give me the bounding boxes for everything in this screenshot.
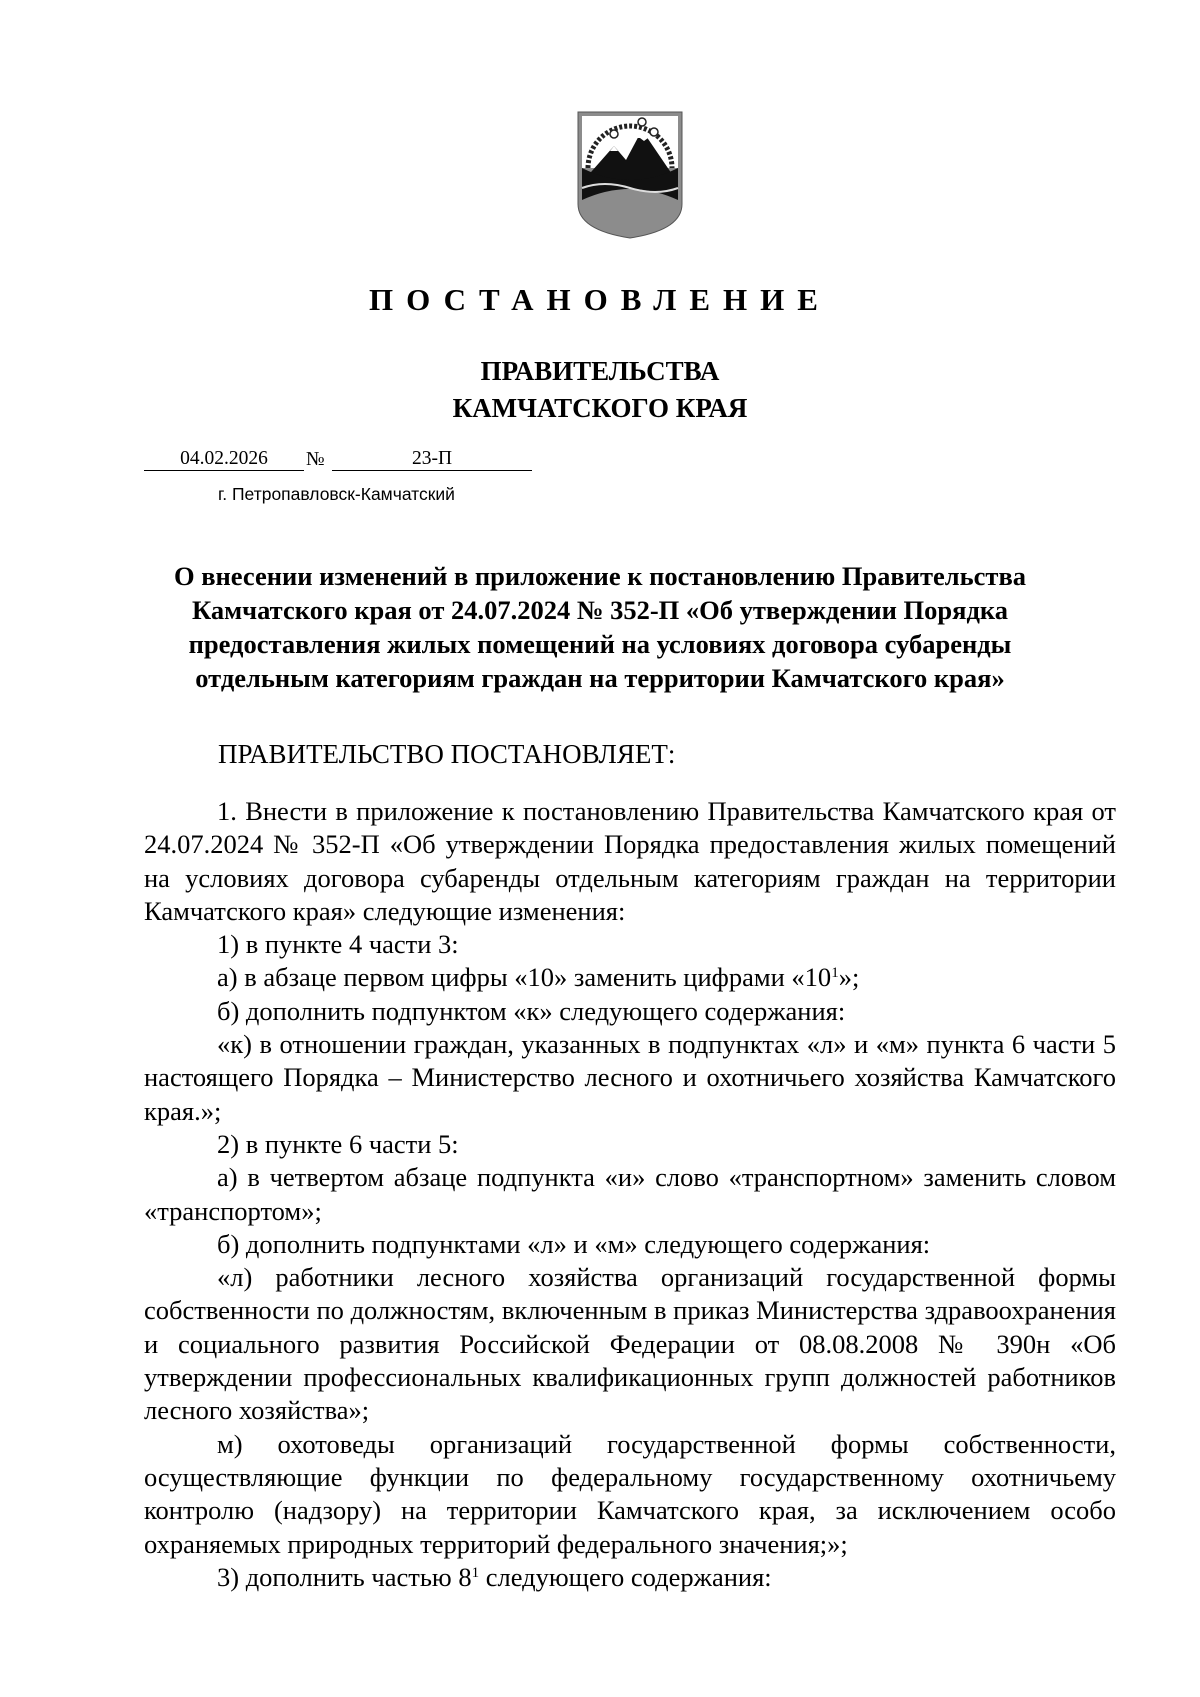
body-paragraph-1: 1. Внести в приложение к постановлению Правительства Камчатского края от 24.07.2024 № 352-П «Об утверждении Порядка предоставления жилых помещений на условиях договора субаренды отдельным категориям граждан на территории Камчатского края» следующие изменения: (144, 796, 1116, 926)
decree-line: ПРАВИТЕЛЬСТВО ПОСТАНОВЛЯЕТ: (218, 739, 676, 769)
paragraph-11-text: 3) дополнить частью 8 (217, 1561, 472, 1592)
authority-line-2: КАМЧАТСКОГО КРАЯ (452, 393, 748, 423)
number-sign: № (306, 449, 325, 470)
coat-of-arms-emblem (574, 108, 686, 240)
body-paragraph-3 (144, 961, 1116, 994)
body-paragraph-4: б) дополнить подпунктом «к» следующего содержания: (217, 995, 846, 1026)
body-paragraph-2: 1) в пункте 4 части 3: (217, 929, 459, 960)
body-paragraph-8: б) дополнить подпунктами «л» и «м» следующего содержания: (217, 1228, 931, 1259)
issuing-city: г. Петропавловск-Камчатский (218, 484, 455, 504)
paragraph-11-tail: следующего содержания: (479, 1561, 772, 1592)
paragraph-3-text: а) в абзаце первом цифры «10» заменить цифрами «10 (217, 962, 832, 993)
issuing-authority (0, 353, 1200, 427)
document-number: 23-П (332, 448, 532, 471)
document-type-heading: ПОСТАНОВЛЕНИЕ (369, 282, 831, 317)
document-body (144, 795, 1116, 1594)
authority-line-1: ПРАВИТЕЛЬСТВА (480, 356, 720, 386)
body-paragraph-11 (144, 1561, 1116, 1594)
document-title: О внесении изменений в приложение к постановлению Правительства Камчатского края от 24.07.2024 № 352-П «Об утверждении Порядка предоставления жилых помещений на условиях договора субаренды отдельным категориям граждан на территории Камчатского края» (173, 561, 1027, 693)
body-paragraph-5: «к) в отношении граждан, указанных в подпунктах «л» и «м» пункта 6 части 5 настоящего Порядка – Министерство лесного и охотничьего хозяйства Камчатского края.»; (144, 1029, 1116, 1126)
body-paragraph-10: м) охотоведы организаций государственной формы собственности, осуществляющие функции по федеральному государственному охотничьему контролю (надзору) на территории Камчатского края, за исключением особо охраняемых природных территорий федерального значения;»; (144, 1428, 1116, 1559)
body-paragraph-9: «л) работники лесного хозяйства организаций государственной формы собственности по должностям, включенным в приказ Министерства здравоохранения и социального развития Российской Федерации от 08.08.2008 № 390н «Об утверждении профессиональных квалификационных групп должностей работников лесного хозяйства»; (144, 1262, 1116, 1426)
body-paragraph-6: 2) в пункте 6 части 5: (217, 1128, 459, 1159)
document-date: 04.02.2026 (144, 448, 304, 471)
superscript: 1 (831, 965, 839, 982)
paragraph-3-tail: »; (838, 962, 860, 993)
body-paragraph-7: а) в четвертом абзаце подпункта «и» слово «транспортном» заменить словом «транспортом»; (144, 1162, 1116, 1226)
superscript: 1 (471, 1564, 480, 1581)
